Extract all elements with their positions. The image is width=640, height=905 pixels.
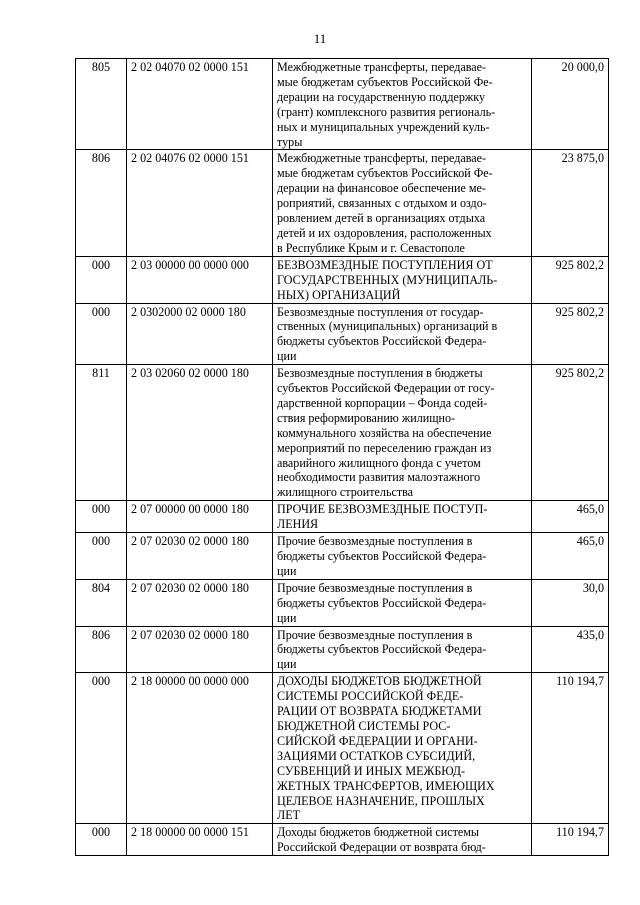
budget-classification-code-cell: 2 02 04070 02 0000 151 (127, 59, 273, 150)
budget-classification-code-cell: 2 02 04076 02 0000 151 (127, 150, 273, 256)
revenue-name-cell: Доходы бюджетов бюджетной системы Российской Федерации от возврата бюд- (273, 824, 532, 856)
admin-code-cell: 804 (76, 579, 127, 626)
table-row (76, 501, 609, 533)
amount-cell: 435,0 (532, 626, 609, 673)
table-row (76, 59, 609, 150)
admin-code-cell: 811 (76, 365, 127, 501)
budget-classification-code-cell: 2 03 00000 00 0000 000 (127, 256, 273, 303)
revenue-name-cell: Безвозмездные поступления от государ- ственных (муниципальных) организаций в бюджеты субъектов Российской Федера- ции (273, 303, 532, 365)
amount-cell: 110 194,7 (532, 824, 609, 856)
budget-classification-code-cell: 2 0302000 02 0000 180 (127, 303, 273, 365)
budget-classification-code-cell: 2 18 00000 00 0000 000 (127, 673, 273, 824)
admin-code-cell: 000 (76, 303, 127, 365)
revenue-name-cell: Прочие безвозмездные поступления в бюджеты субъектов Российской Федера- ции (273, 533, 532, 580)
amount-cell: 30,0 (532, 579, 609, 626)
amount-cell: 465,0 (532, 533, 609, 580)
table-row (76, 256, 609, 303)
amount-cell: 20 000,0 (532, 59, 609, 150)
table-row (76, 150, 609, 256)
admin-code-cell: 806 (76, 626, 127, 673)
amount-cell: 925 802,2 (532, 365, 609, 501)
table-row (76, 824, 609, 856)
amount-cell: 925 802,2 (532, 303, 609, 365)
budget-classification-code-cell: 2 07 02030 02 0000 180 (127, 579, 273, 626)
admin-code-cell: 806 (76, 150, 127, 256)
revenue-name-cell: ПРОЧИЕ БЕЗВОЗМЕЗДНЫЕ ПОСТУП- ЛЕНИЯ (273, 501, 532, 533)
revenue-name-cell: Прочие безвозмездные поступления в бюджеты субъектов Российской Федера- ции (273, 579, 532, 626)
revenue-name-cell: Межбюджетные трансферты, передавае- мые бюджетам субъектов Российской Фе- дерации на государственную поддержку (грант) комплексного развития региональ- ных и муниципальных учреждений куль- туры (273, 59, 532, 150)
revenue-name-cell: Безвозмездные поступления в бюджеты субъектов Российской Федерации от госу- дарственной корпорации – Фонда содей- ствия реформированию жилищно- коммунального хозяйства на обеспечение мероприятий по переселению граждан из аварийного жилищного фонда с учетом необходимости развития малоэтажного жилищного строительства (273, 365, 532, 501)
admin-code-cell: 805 (76, 59, 127, 150)
admin-code-cell: 000 (76, 533, 127, 580)
table-row (76, 303, 609, 365)
admin-code-cell: 000 (76, 501, 127, 533)
amount-cell: 23 875,0 (532, 150, 609, 256)
revenue-name-cell: ДОХОДЫ БЮДЖЕТОВ БЮДЖЕТНОЙ СИСТЕМЫ РОССИЙСКОЙ ФЕДЕ- РАЦИИ ОТ ВОЗВРАТА БЮДЖЕТАМИ БЮДЖЕТНОЙ СИСТЕМЫ РОС- СИЙСКОЙ ФЕДЕРАЦИИ И ОРГАНИ- ЗАЦИЯМИ ОСТАТКОВ СУБСИДИЙ, СУБВЕНЦИЙ И ИНЫХ МЕЖБЮД- ЖЕТНЫХ ТРАНСФЕРТОВ, ИМЕЮЩИХ ЦЕЛЕВОЕ НАЗНАЧЕНИЕ, ПРОШЛЫХ ЛЕТ (273, 673, 532, 824)
amount-cell: 465,0 (532, 501, 609, 533)
revenue-name-cell: Межбюджетные трансферты, передавае- мые бюджетам субъектов Российской Фе- дерации на финансовое обеспечение ме- роприятий, связанных с отдыхом и оздо- ровлением детей в организациях отдыха детей и их оздоровления, расположенных в Республике Крым и г. Севастополе (273, 150, 532, 256)
revenue-name-cell: Прочие безвозмездные поступления в бюджеты субъектов Российской Федера- ции (273, 626, 532, 673)
page-number: 11 (313, 31, 327, 46)
table-row (76, 533, 609, 580)
table-row (76, 579, 609, 626)
budget-classification-code-cell: 2 07 02030 02 0000 180 (127, 533, 273, 580)
budget-classification-code-cell: 2 18 00000 00 0000 151 (127, 824, 273, 856)
budget-revenue-table (75, 58, 609, 856)
budget-classification-code-cell: 2 07 02030 02 0000 180 (127, 626, 273, 673)
amount-cell: 925 802,2 (532, 256, 609, 303)
admin-code-cell: 000 (76, 673, 127, 824)
table-body (76, 59, 609, 856)
revenue-name-cell: БЕЗВОЗМЕЗДНЫЕ ПОСТУПЛЕНИЯ ОТ ГОСУДАРСТВЕННЫХ (МУНИЦИПАЛЬ- НЫХ) ОРГАНИЗАЦИЙ (273, 256, 532, 303)
table-row (76, 673, 609, 824)
admin-code-cell: 000 (76, 824, 127, 856)
budget-classification-code-cell: 2 03 02060 02 0000 180 (127, 365, 273, 501)
table-row (76, 626, 609, 673)
admin-code-cell: 000 (76, 256, 127, 303)
amount-cell: 110 194,7 (532, 673, 609, 824)
budget-classification-code-cell: 2 07 00000 00 0000 180 (127, 501, 273, 533)
table-row (76, 365, 609, 501)
